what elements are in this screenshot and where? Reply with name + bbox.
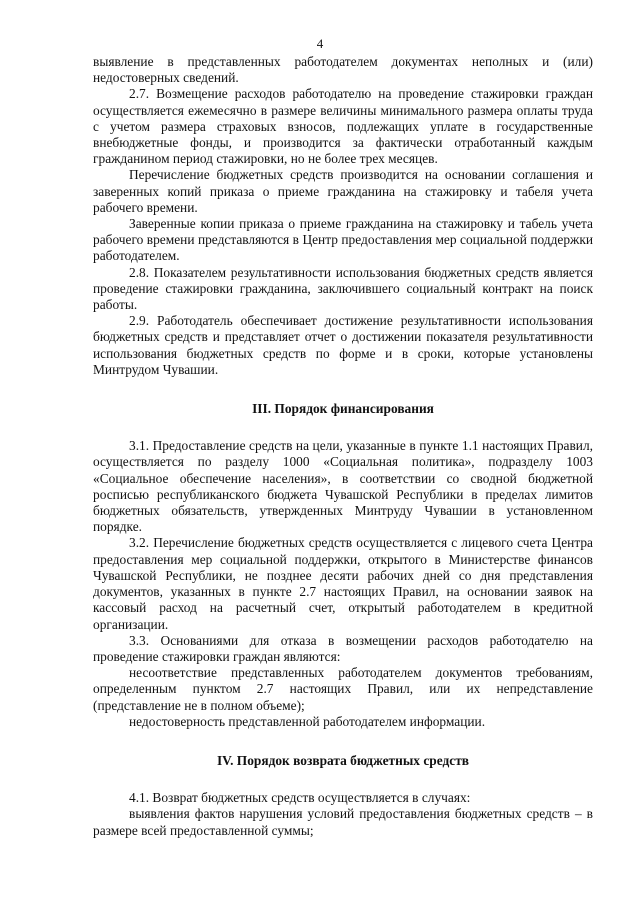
paragraph-3-3: 3.3. Основаниями для отказа в возмещении расходов работодателю на проведение стажировки граждан являются:	[93, 632, 593, 664]
page-number: 4	[316, 36, 324, 51]
paragraph-copies: Заверенные копии приказа о приеме гражданина на стажировку и табель учета рабочего времени представляются в Центр предоставления мер социальной поддержки работодателем.	[93, 216, 593, 264]
paragraph-transfer: Перечисление бюджетных средств производится на основании соглашения и заверенных копий приказа о приеме гражданина на стажировку и табеля учета рабочего времени.	[93, 167, 593, 215]
paragraph-2-7: 2.7. Возмещение расходов работодателю на проведение стажировки граждан осуществляется ежемесячно в размере величины минимального размера оплаты труда с учетом размера страховых взносов, подлежащих уплате в государственные внебюджетные фонды, и производится за фактически отработанный каждым гражданином период стажировки, но не более трех месяцев.	[93, 86, 593, 167]
paragraph-3-1: 3.1. Предоставление средств на цели, указанные в пункте 1.1 настоящих Правил, осуществляется по разделу 1000 «Социальная политика», подразделу 1003 «Социальное обеспечение населения», в соответствии со сводной бюджетной росписью республиканского бюджета Чувашской Республики в пределах лимитов бюджетных обязательств, утвержденных Минтруду Чувашии в установленном порядке.	[93, 438, 593, 535]
paragraph-3-2: 3.2. Перечисление бюджетных средств осуществляется с лицевого счета Центра предоставления мер социальной поддержки, открытого в Министерстве финансов Чувашской Республики, не позднее десяти рабочих дней со дня представления документов, указанных в пункте 2.7 настоящих Правил, на основании заявок на кассовый расход на расчетный счет, открытый работодателем в кредитной организации.	[93, 535, 593, 632]
paragraph-4-1: 4.1. Возврат бюджетных средств осуществляется в случаях:	[129, 790, 471, 806]
document-body	[93, 54, 593, 839]
section-heading-financing: III. Порядок финансирования	[252, 401, 434, 417]
paragraph-unreliability: недостоверность представленной работодателем информации.	[129, 713, 486, 729]
paragraph-continuation: выявление в представленных работодателем документах неполных и (или) недостоверных сведений.	[93, 54, 593, 86]
paragraph-violation: выявления фактов нарушения условий предоставления бюджетных средств – в размере всей предоставленной суммы;	[93, 806, 593, 838]
paragraph-2-9: 2.9. Работодатель обеспечивает достижение результативности использования бюджетных средств и представляет отчет о достижении показателя результативности использования бюджетных средств по форме и в сроки, которые установлены Минтрудом Чувашии.	[93, 313, 593, 377]
paragraph-nonconformity: несоответствие представленных работодателем документов требованиям, определенным пунктом 2.7 настоящих Правил, или их непредставление (представление не в полном объеме);	[93, 665, 593, 713]
paragraph-2-8: 2.8. Показателем результативности использования бюджетных средств является проведение стажировки гражданина, заключившего социальный контракт на поиск работы.	[93, 264, 593, 313]
section-heading-refund: IV. Порядок возврата бюджетных средств	[216, 752, 470, 768]
